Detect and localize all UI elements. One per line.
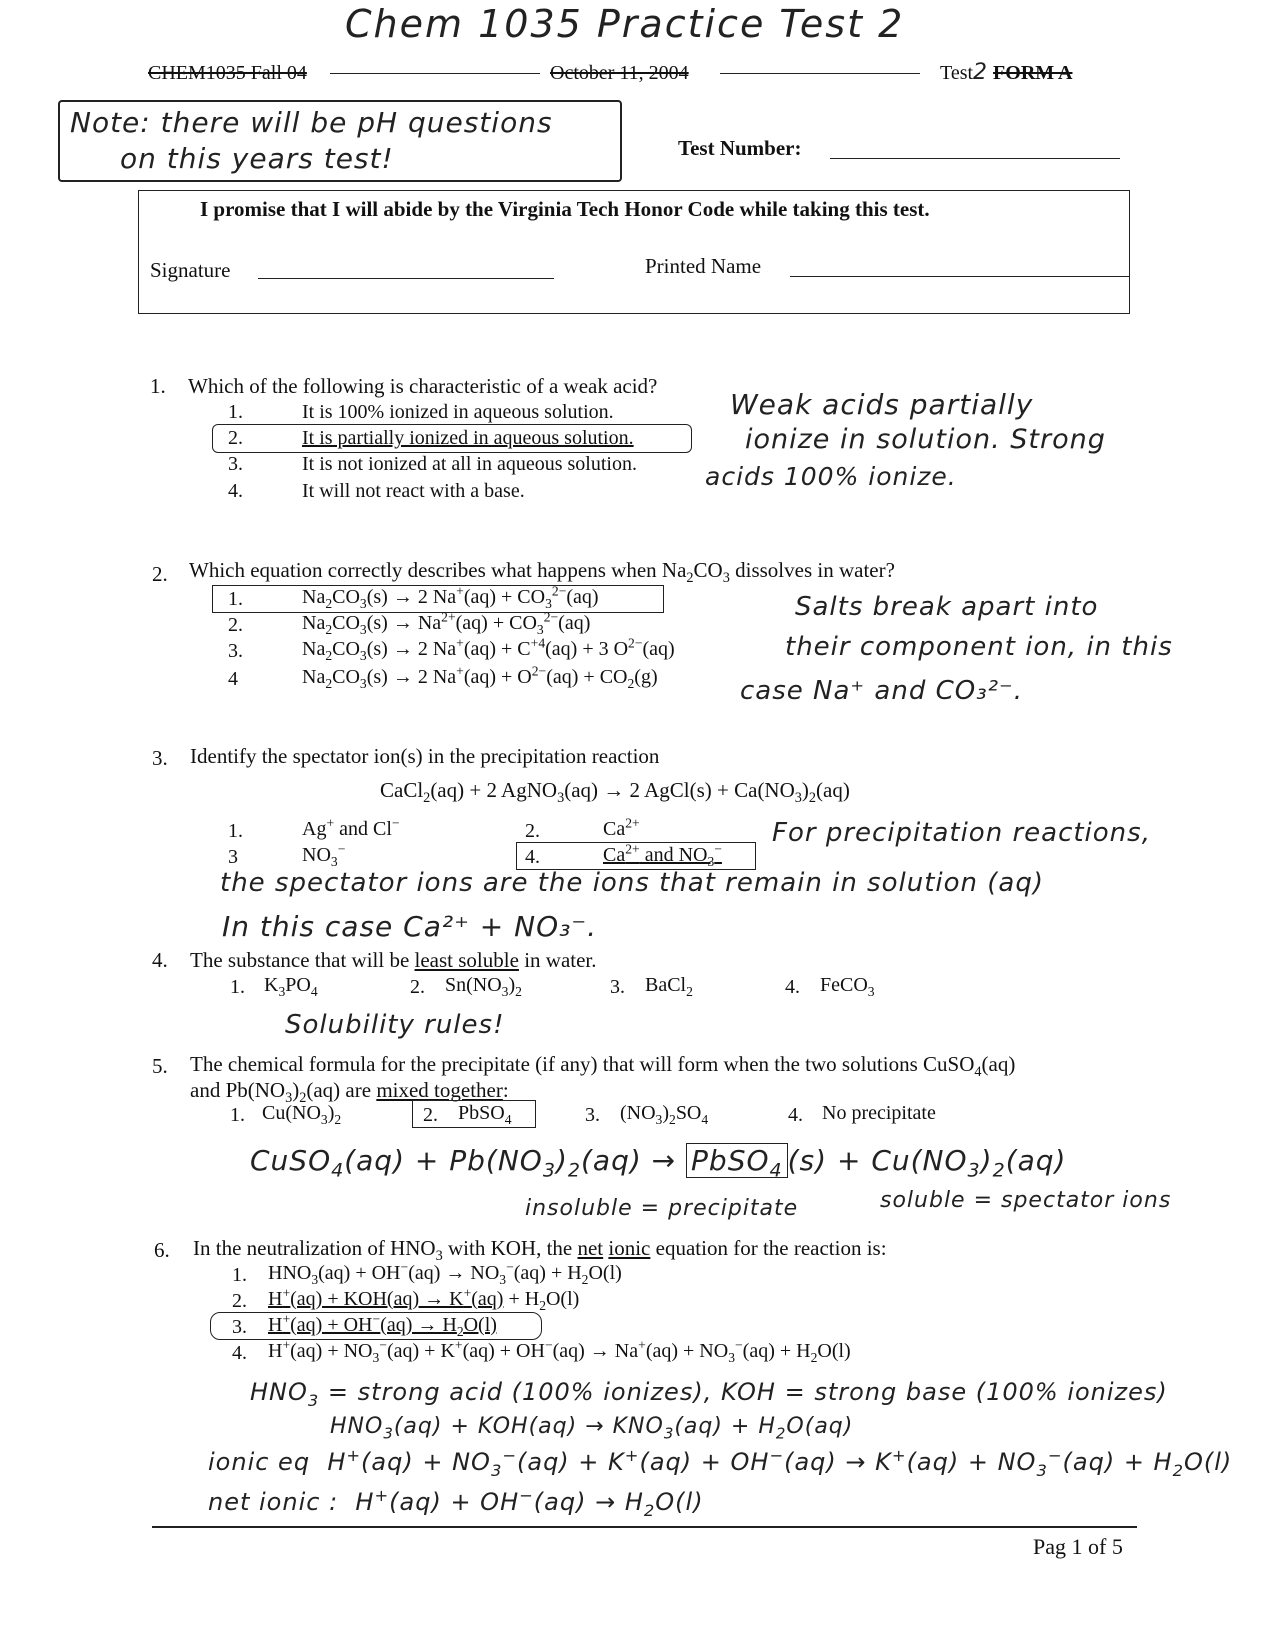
q4-opt1-num: 1.: [230, 976, 245, 998]
q1-answer-circle: [212, 424, 692, 453]
q3-hw-2: the spectator ions are the ions that remain in solution (aq): [220, 868, 1045, 898]
q5-opt1: $Cu(NO_3)_2$: [262, 1102, 342, 1127]
printed-name-field[interactable]: [790, 276, 1130, 277]
note-line-2: on this years test!: [120, 142, 394, 175]
q4-opt2-num: 2.: [410, 976, 425, 998]
honor-statement: I promise that I will abide by the Virginia Tech Honor Code while taking this test.: [200, 197, 930, 221]
q3-opt3: $NO_3^-$: [302, 841, 346, 869]
q5-opt4: No precipitate: [822, 1102, 936, 1124]
q4-text: [190, 948, 597, 973]
footer-rule: [152, 1526, 1137, 1528]
q2-number: 2.: [152, 562, 168, 586]
q6-opt1: $HNO_3(aq) + OH^-(aq) \to NO_3^-(aq) + H_2O(l)$: [268, 1259, 622, 1287]
header-rule-right: [720, 73, 920, 74]
test-number-label: Test Number:: [678, 136, 802, 160]
q1-hw-1: Weak acids partially: [730, 388, 1034, 421]
q2-opt3-eq: $Na_2CO_3(s) \to 2$ $Na^+(aq) + C^{+4}(aq) + 3$ $O^{2-}(aq)$: [302, 635, 675, 663]
q6-hw-ionic-label: ionic eq: [208, 1448, 311, 1476]
q5-hw-soluble: soluble = spectator ions: [880, 1188, 1172, 1213]
q4-opt1: $K_3PO_4$: [264, 974, 318, 999]
q2-opt2-eq: $Na_2CO_3(s) \to Na^{2+}(aq) + CO_3^{2-}(aq)$: [302, 609, 591, 637]
q2-opt4-num: 4: [228, 668, 238, 690]
q6-hw-3: ionic eq $H^+(aq) + NO_3^-(aq) + K^+(aq) + OH^-(aq) \to K^+(aq) + NO_3^-(aq) + H_2O(l)$: [208, 1446, 1233, 1480]
test-number-hw: 2: [973, 60, 989, 85]
q5-opt2-num: 2.: [423, 1104, 438, 1126]
q4-opt3: BaCl$_2$: [645, 974, 693, 999]
q4-opt2: $Sn(NO_3)_2$: [445, 974, 522, 999]
q2-hw-3: case Na⁺ and CO₃²⁻.: [740, 676, 1024, 706]
q1-hw-3: acids 100% ionize.: [705, 462, 957, 491]
page-number: Pag 1 of 5: [1033, 1534, 1123, 1559]
q1-opt4-text: It will not react with a base.: [302, 480, 525, 502]
q3-opt1: Ag+ and Cl−: [302, 815, 400, 840]
course-label: CHEM1035 Fall 04: [148, 62, 307, 84]
q4-number: 4.: [152, 948, 168, 972]
q1-hw-2: ionize in solution. Strong: [745, 424, 1106, 455]
header-rule-left: [330, 73, 540, 74]
q1-opt1-text: It is 100% ionized in aqueous solution.: [302, 401, 614, 423]
q5-opt3-num: 3.: [585, 1104, 600, 1126]
q2-text: Which equation correctly describes what happens when $Na_2CO_3$ dissolves in water?: [189, 558, 895, 587]
q5-opt1-num: 1.: [230, 1104, 245, 1126]
q3-hw-3: In this case Ca²⁺ + NO₃⁻.: [222, 910, 598, 943]
note-line-1: Note: there will be pH questions: [70, 106, 553, 139]
q5-answer-box: [412, 1100, 536, 1128]
q2-opt4-eq: $Na_2CO_3(s) \to 2$ $Na^+(aq) + O^{2-}(aq) + CO_2(g)$: [302, 663, 658, 691]
q6-opt3: $H^+(aq) + OH^-(aq) \to H_2O(l)$: [268, 1311, 497, 1339]
q2-opt3-num: 3.: [228, 640, 243, 662]
q3-opt4-num: 4.: [525, 846, 540, 868]
q5-text-2: and $Pb(NO_3)_2(aq)$ are mixed together:: [190, 1078, 509, 1107]
q2-opt1-eq: $Na_2CO_3(s) \to 2$ $Na^+(aq) + CO_3^{2-}(aq)$: [302, 583, 599, 611]
q5-hw-insoluble: insoluble = precipitate: [525, 1196, 799, 1221]
q4-opt4-num: 4.: [785, 976, 800, 998]
q1-opt2-num: 2.: [228, 427, 243, 449]
q6-answer-circle: [210, 1312, 542, 1340]
q6-hw-2: $HNO_3(aq) + KOH(aq) \to KNO_3(aq) + H_2O(aq)$: [330, 1414, 854, 1443]
q6-opt1-num: 1.: [232, 1264, 247, 1286]
q5-text-1: The chemical formula for the precipitate (if any) that will form when the two solutions CuSO$_4$(aq): [190, 1052, 1016, 1081]
q3-opt1-num: 1.: [228, 820, 243, 842]
q3-opt2: $Ca^{2+}$: [603, 815, 640, 840]
q3-opt2-num: 2.: [525, 820, 540, 842]
q6-opt2-num: 2.: [232, 1290, 247, 1312]
handwritten-title: Chem 1035 Practice Test 2: [345, 2, 905, 46]
q3-opt4: $Ca^{2+}$ and $NO_3^-$: [603, 841, 722, 869]
q1-number: 1.: [150, 374, 166, 398]
q6-text: In the neutralization of $HNO_3$ with KOH, the net ionic equation for the reaction is:: [193, 1236, 887, 1265]
q5-opt3: $(NO_3)_2SO_4$: [620, 1102, 709, 1127]
q1-opt2-text: It is partially ionized in aqueous solution.: [302, 427, 634, 449]
q4-text-post: in water.: [518, 948, 597, 972]
test-number-field[interactable]: [830, 158, 1120, 159]
q3-reaction: CaCl$_2$(aq) + 2 AgNO$_3$(aq) → 2 AgCl(s) + $Ca(NO_3)_2(aq)$: [380, 778, 850, 807]
q2-hw-1: Salts break apart into: [795, 592, 1099, 622]
q1-opt4-num: 4.: [228, 480, 243, 502]
test-word: Test: [940, 62, 974, 84]
signature-field[interactable]: [258, 278, 554, 279]
date-label: October 11, 2004: [550, 62, 689, 84]
q2-answer-box: [212, 585, 664, 613]
q4-opt3-num: 3.: [610, 976, 625, 998]
form-label: FORM A: [993, 62, 1073, 84]
q3-answer-box: [516, 842, 756, 870]
q1-opt1-num: 1.: [228, 401, 243, 423]
q4-text-pre: The substance that will be: [190, 948, 415, 972]
q2-opt2-num: 2.: [228, 614, 243, 636]
q5-hw-equation: CuSO$_4$(aq) + $Pb(NO_3)_2(aq)$ → PbSO$_4$ $(s) + Cu(NO_3)_2(aq)$: [250, 1144, 1067, 1182]
test-label: [940, 60, 1072, 85]
signature-label: Signature: [150, 258, 231, 282]
q3-text: Identify the spectator ion(s) in the precipitation reaction: [190, 744, 660, 768]
q6-opt4: $H^+(aq) + NO_3^-(aq) + K^+(aq) + OH^-(aq) \to Na^+(aq) + NO_3^-(aq) + H_2O(l)$: [268, 1337, 851, 1365]
q6-number: 6.: [154, 1238, 170, 1262]
q4-hw: Solubility rules!: [285, 1010, 505, 1040]
q5-number: 5.: [152, 1054, 168, 1078]
q1-opt3-text: It is not ionized at all in aqueous solution.: [302, 453, 637, 475]
q1-opt3-num: 3.: [228, 453, 243, 475]
printed-name-label: Printed Name: [645, 254, 762, 278]
q6-opt2: $H^+(aq) + KOH(aq) \to K^+(aq) + H_2O(l)$: [268, 1285, 580, 1313]
q5-opt4-num: 4.: [788, 1104, 803, 1126]
q4-opt4: FeCO$_3$: [820, 974, 875, 999]
q4-text-underline: least soluble: [414, 948, 519, 972]
q2-hw-2: their component ion, in this: [785, 632, 1173, 662]
q6-hw-4: net ionic : $H^+(aq) + OH^-(aq) \to H_2O(l)$: [208, 1486, 704, 1520]
q3-opt3-num: 3: [228, 846, 238, 868]
q3-number: 3.: [152, 746, 168, 770]
q3-hw-1: For precipitation reactions,: [772, 818, 1151, 848]
q1-text: Which of the following is characteristic of a weak acid?: [188, 374, 658, 398]
q6-hw-net-label: net ionic :: [208, 1488, 339, 1516]
q6-opt4-num: 4.: [232, 1342, 247, 1364]
q2-opt1-num: 1.: [228, 588, 243, 610]
q5-opt2: PbSO$_4$: [458, 1102, 512, 1127]
q6-hw-1: $HNO_3$ = strong acid (100% ionizes), KOH = strong base (100% ionizes): [250, 1378, 1168, 1410]
q6-opt3-num: 3.: [232, 1316, 247, 1338]
